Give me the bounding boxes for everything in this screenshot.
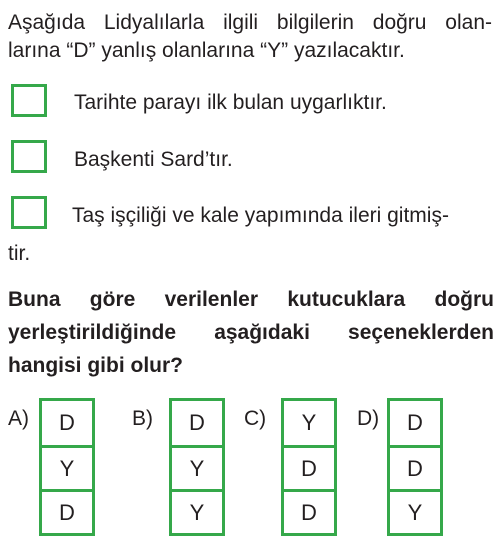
statement-text: Tarihte parayı ilk bulan uygarlıktır.	[74, 91, 387, 114]
stack-cell: D	[284, 489, 334, 533]
option-label: A)	[8, 407, 29, 430]
question-word: Buna	[8, 288, 61, 311]
stack-cell: D	[390, 445, 440, 489]
question-line-2	[8, 319, 494, 347]
stack-cell: Y	[172, 445, 222, 489]
stack-cell: D	[42, 489, 92, 533]
statement-continuation: tir.	[8, 242, 31, 265]
option-label: C)	[244, 407, 267, 430]
question-word: aşağıdaki	[214, 321, 310, 344]
stack-cell: Y	[301, 410, 317, 435]
question-line-3	[8, 352, 494, 380]
question-word: verilenler	[164, 288, 259, 311]
question-word: doğru	[434, 288, 494, 311]
answer-stack	[39, 398, 95, 536]
answer-box[interactable]	[11, 140, 47, 173]
stack-cell: D	[189, 410, 205, 435]
intro-word: olan-	[445, 11, 492, 34]
intro-line-2: larına “D” yanlış olanlarına “Y” yazılacaktır.	[8, 39, 405, 62]
stack-cell: Y	[390, 489, 440, 533]
intro-word: bilgilerin	[276, 11, 354, 34]
intro-word: Aşağıda	[8, 11, 86, 34]
answer-box[interactable]	[11, 196, 47, 229]
answer-stack	[281, 398, 337, 536]
option-label: D)	[357, 407, 380, 430]
stack-cell: D	[284, 445, 334, 489]
question-word: seçeneklerden	[348, 321, 494, 344]
question-word: kutucuklara	[287, 288, 406, 311]
intro-word: ilgili	[223, 11, 259, 34]
answer-stack	[387, 398, 443, 536]
question-line-1	[8, 286, 494, 314]
statement-text: Başkenti Sard’tır.	[74, 148, 233, 171]
stack-cell: D	[59, 410, 75, 435]
stack-cell: Y	[42, 445, 92, 489]
option-label: B)	[132, 407, 153, 430]
intro-word: Lidyalılarla	[103, 11, 205, 34]
intro-line-1	[8, 10, 492, 36]
question-word: göre	[89, 288, 136, 311]
answer-stack	[169, 398, 225, 536]
intro-word: doğru	[372, 11, 427, 34]
question-word: hangisi gibi olur?	[8, 354, 183, 377]
question-word: yerleştirildiğinde	[8, 321, 177, 344]
stack-cell: D	[407, 410, 423, 435]
stack-cell: Y	[172, 489, 222, 533]
answer-box[interactable]	[11, 84, 47, 117]
statement-text: Taş işçiliği ve kale yapımında ileri gitmiş-	[72, 204, 449, 227]
